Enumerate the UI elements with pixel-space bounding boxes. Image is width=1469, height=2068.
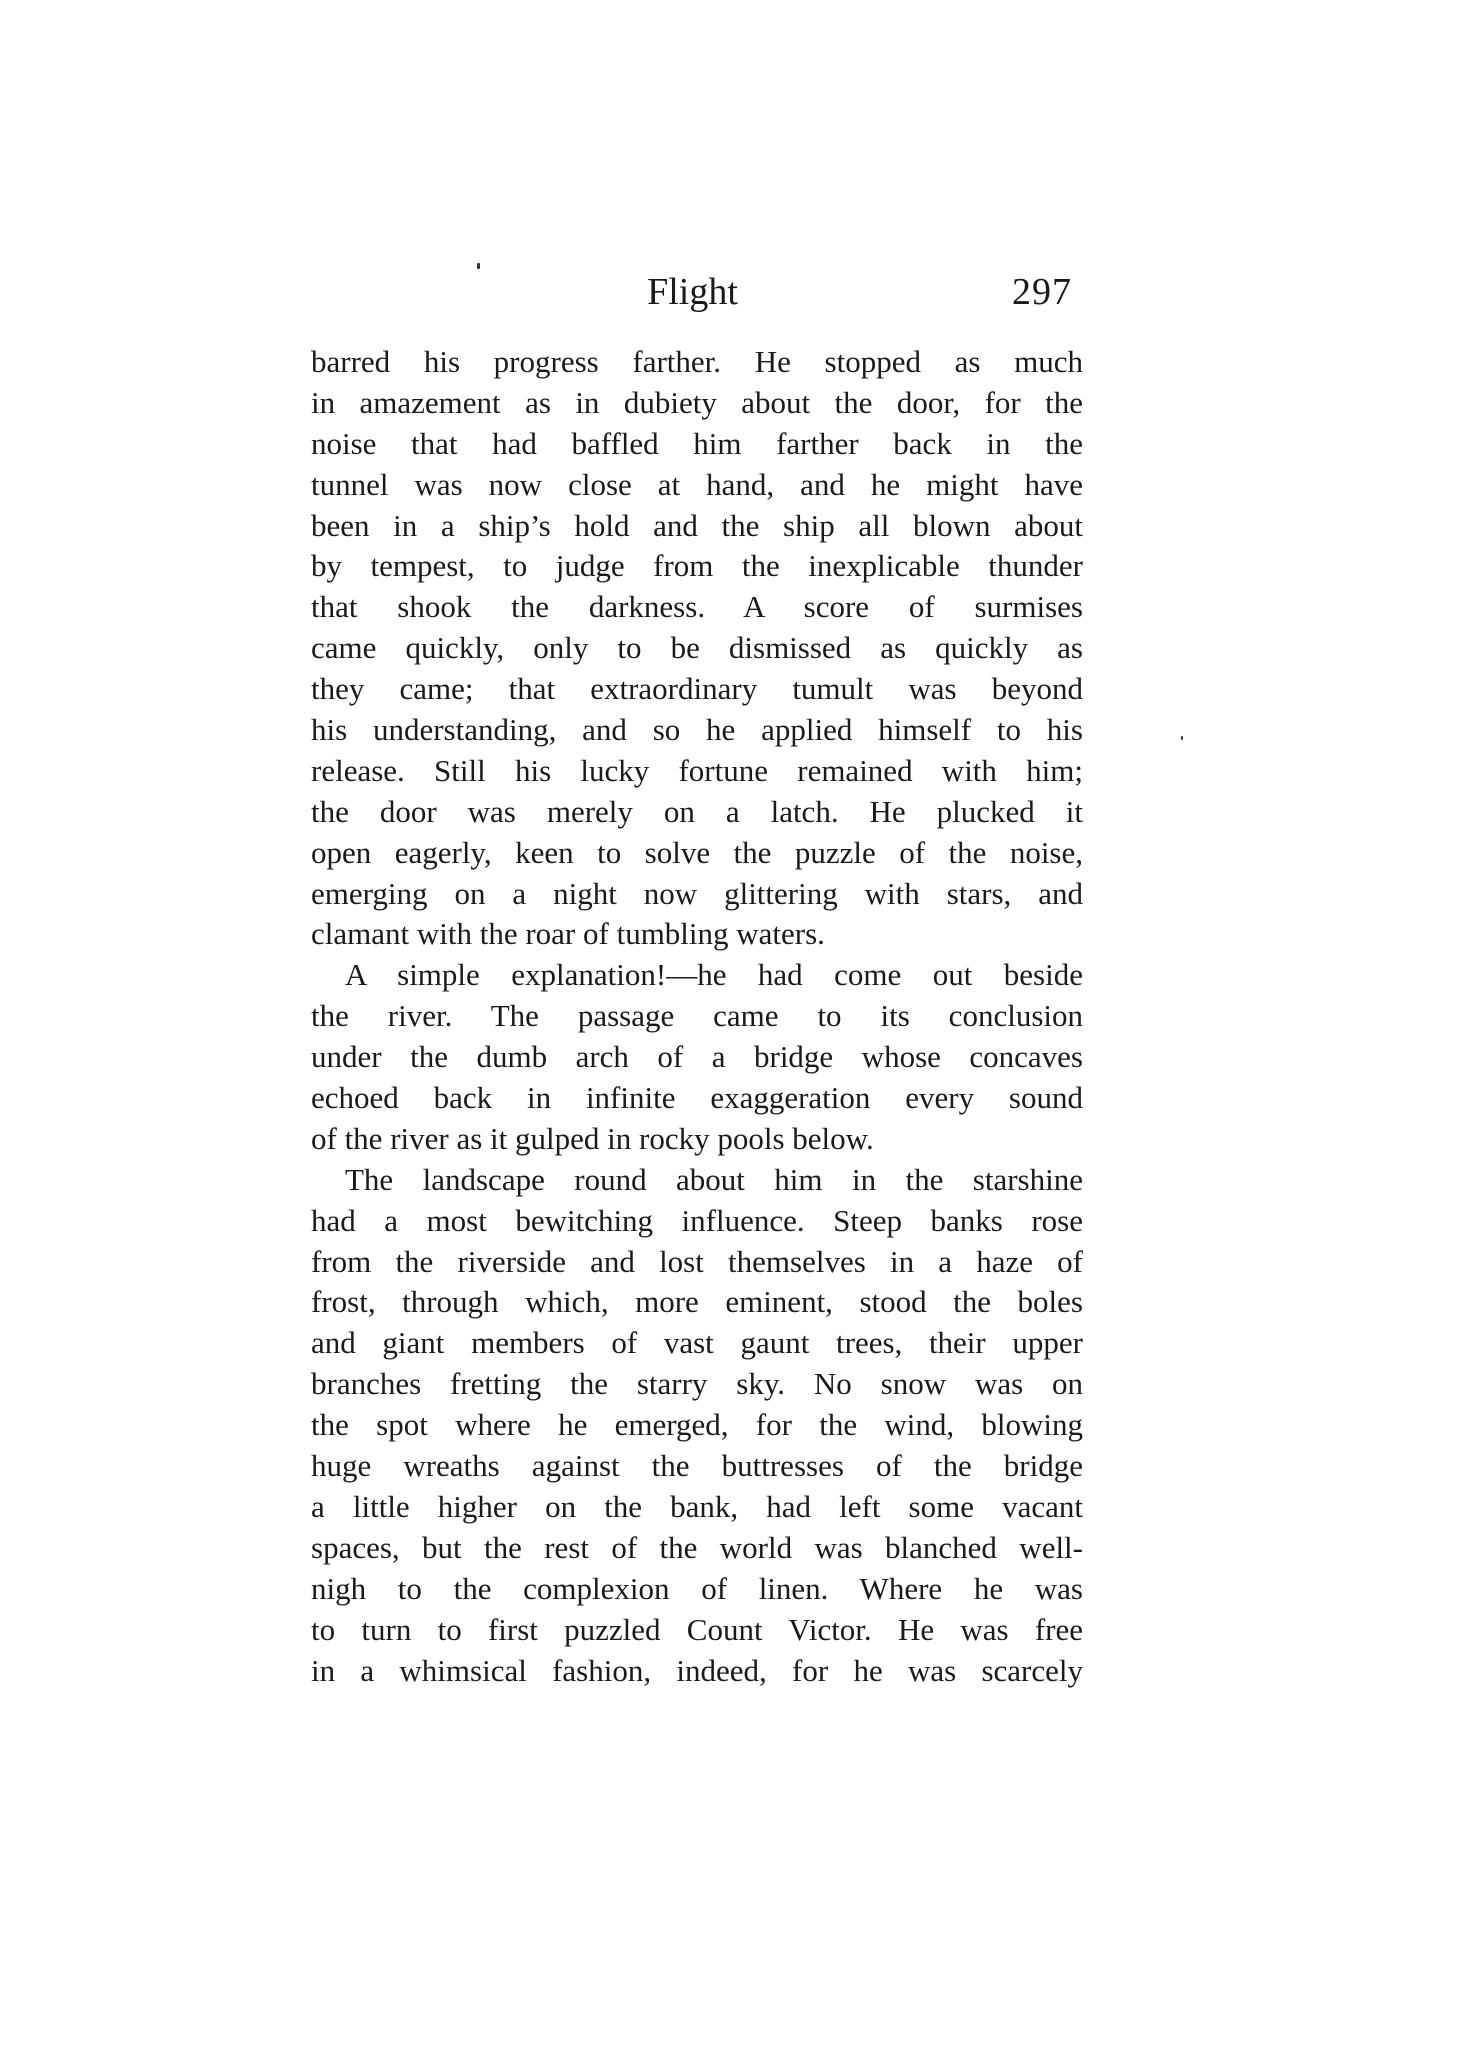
scan-speck [1181, 736, 1183, 740]
text-line: nigh to the complexion of linen. Where he was [311, 1570, 1083, 1606]
text-line: The landscape round about him in the starshine [345, 1161, 1083, 1197]
paragraph-1 [311, 342, 1083, 955]
paragraph-3 [311, 1160, 1083, 1692]
text-line: had a most bewitching influence. Steep banks rose [311, 1202, 1083, 1238]
text-line: by tempest, to judge from the inexplicable thunder [311, 548, 1083, 584]
text-line: open eagerly, keen to solve the puzzle of the noise, [311, 834, 1083, 870]
paragraph-2 [311, 955, 1083, 1159]
text-line: emerging on a night now glittering with stars, and [311, 875, 1083, 911]
page-number: 297 [1012, 271, 1072, 313]
text-line: echoed back in infinite exaggeration every sound [311, 1080, 1083, 1116]
text-line: a little higher on the bank, had left some vacant [311, 1488, 1083, 1524]
text-line: the spot where he emerged, for the wind, blowing [311, 1407, 1083, 1443]
text-line: his understanding, and so he applied himself to his [311, 712, 1083, 748]
text-line: they came; that extraordinary tumult was beyond [311, 671, 1083, 707]
text-line: to turn to first puzzled Count Victor. He was free [311, 1611, 1083, 1647]
text-line: and giant members of vast gaunt trees, their upper [311, 1325, 1083, 1361]
text-line: branches fretting the starry sky. No snow was on [311, 1366, 1083, 1402]
text-line: the river. The passage came to its conclusion [311, 998, 1083, 1034]
text-line: in a whimsical fashion, indeed, for he was scarcely [311, 1652, 1083, 1688]
text-line: from the riverside and lost themselves in a haze of [311, 1243, 1083, 1279]
text-line: barred his progress farther. He stopped as much [311, 344, 1083, 379]
text-line: spaces, but the rest of the world was blanched well- [311, 1529, 1083, 1565]
text-line: A simple explanation!—he had come out beside [345, 957, 1083, 993]
text-line: that shook the darkness. A score of surmises [311, 589, 1083, 625]
body-text [311, 342, 1083, 1691]
text-line: huge wreaths against the buttresses of the bridge [311, 1448, 1083, 1484]
text-line: been in a ship’s hold and the ship all blown about [311, 507, 1083, 543]
text-line: tunnel was now close at hand, and he might have [311, 466, 1083, 502]
text-line: of the river as it gulped in rocky pools below. [311, 1120, 874, 1156]
text-line: frost, through which, more eminent, stood the boles [311, 1284, 1083, 1320]
page-header [0, 262, 1469, 322]
text-line: clamant with the roar of tumbling waters. [311, 916, 825, 952]
running-title: Flight [647, 271, 738, 313]
scan-speck [477, 263, 480, 269]
text-line: came quickly, only to be dismissed as quickly as [311, 630, 1083, 666]
text-line: the door was merely on a latch. He plucked it [311, 793, 1083, 829]
text-line: in amazement as in dubiety about the door, for the [311, 384, 1083, 420]
text-line: under the dumb arch of a bridge whose concaves [311, 1039, 1083, 1075]
text-line: release. Still his lucky fortune remained with him; [311, 752, 1083, 788]
text-line: noise that had baffled him farther back in the [311, 425, 1083, 461]
